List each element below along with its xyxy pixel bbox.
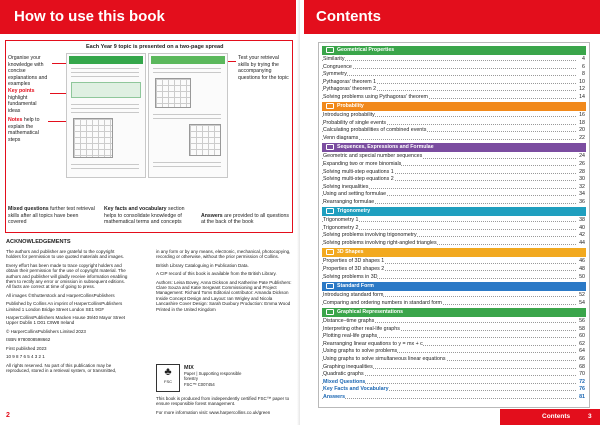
contents-entry-title: Using graphs to solve simultaneous linear equations (323, 355, 446, 362)
contents-entry (322, 232, 586, 240)
contents-entry-title: Trigonometry 1 (323, 217, 359, 224)
topic-badge-icon (326, 144, 334, 150)
acknowledgements-column-1 (6, 249, 130, 376)
contents-entry-page: 64 (579, 348, 585, 355)
contents-entry (322, 266, 586, 274)
contents-entry-page: 8 (582, 71, 585, 78)
sample-graph-grid (73, 118, 113, 158)
contents-entry-page: 28 (579, 168, 585, 175)
contents-section-header (322, 308, 586, 317)
fsc-mix-text (184, 366, 246, 387)
contents-entry (322, 64, 586, 72)
contents-entry-page: 42 (579, 232, 585, 239)
contents-entry (322, 240, 586, 248)
contents-entry (322, 217, 586, 225)
table-of-contents (318, 42, 590, 408)
ack-paragraph: 10 9 8 7 6 5 4 3 2 1 (6, 354, 45, 360)
sample-page-header (69, 56, 143, 64)
contents-entry-title: Introducing probability (323, 112, 375, 119)
contents-entry (322, 348, 586, 356)
contents-entry-title: Interpreting other real-life graphs (323, 325, 400, 332)
contents-entry (322, 333, 586, 341)
more-info-text: For more information visit: www.harpercollins.co.uk/green (156, 409, 271, 415)
contents-entry-title: Symmetry (323, 71, 347, 78)
contents-entry (322, 169, 586, 177)
contents-entry-title: Using graphs to solve problems (323, 348, 398, 355)
contents-entry-title: Pythagoras' theorem 2 (323, 86, 377, 93)
contents-entry (322, 274, 586, 282)
contents-entry (322, 161, 586, 169)
contents-section-title: Geometrical Properties (337, 47, 395, 53)
contents-entry-title: Solving multi-step equations 2 (323, 176, 394, 183)
contents-entry (322, 153, 586, 161)
contents-entry-page: 70 (579, 371, 585, 378)
ack-paragraph: British Library Cataloguing in Publication Data. (156, 262, 249, 268)
contents-entry-title: Solving problems involving right-angled triangles (323, 239, 437, 246)
contents-entry-title: Mixed Questions (323, 378, 366, 385)
sample-graph-grid (155, 78, 191, 108)
footer-mixed-questions-text: further test retrieval skills after all topics have been covered (8, 206, 95, 226)
contents-entry-title: Solving problems involving trigonometry (323, 232, 417, 239)
contents-entry-title: Solving problems using Pythagoras' theorem (323, 93, 428, 100)
contents-section-header (322, 282, 586, 291)
contents-entry-page: 68 (579, 363, 585, 370)
guide-title: Each Year 9 topic is presented on a two-page spread (86, 44, 224, 50)
callout-key-points (8, 88, 50, 114)
callout-test-retrieval: Test your retrieval skills by trying the accompanying questions for the topic (238, 55, 289, 81)
callout-notes-keyword: Notes (8, 117, 23, 123)
footer-mixed-questions (8, 206, 98, 226)
contents-section-title: Sequences, Expressions and Formulae (337, 144, 434, 151)
contents-entry-title: Solving inequalities (323, 183, 369, 190)
footer-key-facts-text: section helps to consolidate knowledge of mathematical terms and concepts (104, 206, 185, 226)
contents-entry-page: 40 (579, 224, 585, 231)
contents-banner: Contents (304, 0, 600, 34)
callout-organise: Organise your knowledge with concise explanations and examples (8, 55, 48, 88)
fsc-certification (156, 364, 246, 394)
contents-entry-title: Key Facts and Vocabulary (323, 386, 389, 393)
contents-entry-page: 44 (579, 239, 585, 246)
contents-entry (322, 135, 586, 143)
contents-entry-title: Quadratic graphs (323, 371, 364, 378)
topic-badge-icon (326, 103, 334, 109)
leader-dots (322, 398, 576, 399)
contents-entry-title: Using and setting formulae (323, 191, 387, 198)
contents-entry-title: Rearranging linear equations to y = mx + c (323, 340, 423, 347)
ack-paragraph: © HarperCollinsPublishers Limited 2023 (6, 328, 86, 334)
contents-entry-title: Properties of 3D shapes 1 (323, 258, 385, 265)
topic-badge-icon (326, 47, 334, 53)
contents-entry (322, 300, 586, 308)
contents-entry-title: Venn diagrams (323, 134, 359, 141)
footer-key-facts (104, 206, 194, 226)
contents-footer-tab (500, 409, 600, 425)
contents-entry (322, 127, 586, 135)
contents-entry-page: 24 (579, 153, 585, 160)
callout-arrow (228, 61, 236, 62)
ack-paragraph: A CIP record of this book is available from the British Library. (156, 271, 277, 277)
leader-dots (322, 229, 576, 230)
sample-key-point-box (71, 82, 141, 98)
contents-entry-page: 76 (579, 386, 585, 393)
ack-paragraph: in any form or by any means, electronic, mechanical, photocopying, recording or otherwise, without the prior permission of Collins. (156, 249, 291, 260)
contents-entry (322, 112, 586, 120)
contents-entry-page: 12 (579, 86, 585, 93)
contents-entry-page: 50 (579, 273, 585, 280)
contents-section-header (322, 143, 586, 152)
contents-entry-page: 72 (579, 378, 585, 385)
contents-entry-title: Comparing and ordering numbers in standard form (323, 299, 442, 306)
contents-section-title: 3D Shapes (337, 249, 364, 256)
contents-section-title: Graphical Representations (337, 309, 404, 316)
leader-dots (322, 139, 576, 140)
contents-section-title: Probability (337, 103, 364, 110)
topic-badge-icon (326, 208, 334, 214)
contents-entry-title: Expanding two or more binomials (323, 161, 402, 168)
contents-entry-title: Graphing inequalities (323, 363, 373, 370)
contents-entry-page: 6 (582, 63, 585, 70)
contents-section-title: Standard Form (337, 283, 374, 290)
footer-key-facts-bold: Key facts and vocabulary (104, 206, 167, 213)
how-to-use-banner: How to use this book (0, 0, 296, 34)
contents-entry-page: 32 (579, 183, 585, 190)
callout-key-points-text: highlight fundamental ideas (8, 94, 37, 114)
callout-notes (8, 117, 48, 143)
contents-entry (322, 318, 586, 326)
callout-arrow (52, 63, 66, 64)
contents-entry-page: 46 (579, 258, 585, 265)
acknowledgements-heading: ACKNOWLEDGEMENTS (6, 239, 71, 245)
contents-entry (322, 258, 586, 266)
ack-paragraph: HarperCollinsPublishers Macken House 39/40 Mayor Street Upper Dublin 1 D01 C9W8 Ireland (6, 315, 126, 326)
contents-entry (322, 79, 586, 87)
sample-page-header (151, 56, 225, 64)
callout-key-points-keyword: Key points (8, 88, 35, 94)
contents-entry-title: Solving multi-step equations 1 (323, 168, 394, 175)
contents-entry-title: Trigonometry 2 (323, 224, 359, 231)
sample-right-page-illustration (148, 53, 228, 178)
contents-entry-page: 48 (579, 266, 585, 273)
contents-section-title: Trigonometry (337, 208, 371, 215)
tree-icon: ♣ (164, 366, 172, 378)
contents-entry (322, 371, 586, 379)
contents-entry-page: 16 (579, 112, 585, 119)
contents-entry-title: Solving problems in 3D (323, 273, 378, 280)
contents-entry-page: 60 (579, 333, 585, 340)
contents-footer-label: Contents (542, 413, 571, 420)
contents-entry-page: 26 (579, 161, 585, 168)
topic-badge-icon (326, 309, 334, 315)
contents-entry-title: Plotting real-life graphs (323, 333, 378, 340)
page-number-right: 3 (588, 413, 592, 420)
contents-entry-page: 56 (579, 318, 585, 325)
leader-dots (322, 68, 576, 69)
contents-entry (322, 394, 586, 402)
fsc-logo-label: FSC (164, 379, 172, 384)
contents-entry-page: 10 (579, 78, 585, 85)
contents-entry-title: Distance–time graphs (323, 318, 375, 325)
contents-entry-title: Congruence (323, 63, 352, 70)
contents-entry-page: 30 (579, 176, 585, 183)
contents-entry-page: 62 (579, 340, 585, 347)
leader-dots (322, 75, 576, 76)
contents-entry (322, 364, 586, 372)
contents-entry-page: 52 (579, 292, 585, 299)
contents-entry-page: 54 (579, 299, 585, 306)
contents-entry-page: 4 (582, 56, 585, 62)
contents-entry-title: Calculating probabilities of combined events (323, 127, 427, 134)
contents-entry (322, 71, 586, 79)
contents-entry (322, 120, 586, 128)
footer-answers-text: are provided to all questions at the back of the book (201, 212, 289, 226)
topic-badge-icon (326, 283, 334, 289)
contents-entry (322, 225, 586, 233)
contents-entry (322, 341, 586, 349)
ack-paragraph: All rights reserved. No part of this publication may be reproduced, stored in a retrieval system, or transmitted, (6, 362, 117, 373)
contents-entry-page: 14 (579, 93, 585, 100)
topic-badge-icon (326, 249, 334, 255)
ack-paragraph: First published 2023 (6, 345, 47, 351)
contents-entry (322, 292, 586, 300)
contents-entry-title: Similarity (323, 56, 345, 62)
fsc-code-label: FSC™ C007454 (184, 381, 215, 387)
contents-section-header (322, 207, 586, 216)
contents-entry (322, 56, 586, 64)
contents-entry-title: Properties of 3D shapes 2 (323, 266, 385, 273)
contents-entry-page: 36 (579, 198, 585, 205)
contents-entry (322, 326, 586, 334)
contents-entry-title: Geometric and special number sequences (323, 153, 423, 160)
contents-entry-page: 66 (579, 355, 585, 362)
fsc-paper-label: Paper | Supporting responsible forestry (184, 371, 242, 382)
fsc-note (156, 396, 292, 418)
contents-entry (322, 386, 586, 394)
contents-entry-title: Introducing standard form (323, 292, 384, 299)
ack-paragraph: ISBN 9780008598662 (6, 337, 51, 343)
fsc-mix-label: MIX (184, 365, 194, 371)
ack-paragraph: Every effort has been made to trace copyright holders and obtain their permission for the use of copyright material. The authors and publisher will gladly receive information enabling them to rectify any error or omission in subsequent editions. All facts are correct at time of going to press. (6, 262, 128, 290)
contents-entry-title: Rearranging formulae (323, 198, 375, 205)
leader-dots (322, 60, 576, 61)
contents-section-header (322, 46, 586, 55)
contents-entry (322, 379, 586, 387)
contents-section-header (322, 248, 586, 257)
contents-entry-page: 22 (579, 134, 585, 141)
contents-entry (322, 356, 586, 364)
contents-entry-page: 20 (579, 127, 585, 134)
callout-notes-text: help to explain the mathematical steps (8, 117, 40, 143)
contents-entry-title: Probability of single events (323, 119, 387, 126)
callout-arrow (50, 93, 66, 94)
contents-entry (322, 184, 586, 192)
contents-entry-title: Answers (323, 393, 346, 400)
how-to-use-guide (5, 40, 293, 233)
contents-entry (322, 94, 586, 102)
contents-entry (322, 86, 586, 94)
contents-entry (322, 191, 586, 199)
fsc-logo (156, 364, 180, 392)
sample-left-page-illustration (66, 53, 146, 178)
page-number-left: 2 (6, 412, 10, 419)
contents-entry-page: 34 (579, 191, 585, 198)
acknowledgements-column-2 (156, 249, 292, 315)
footer-answers (201, 213, 291, 226)
leader-dots (322, 221, 576, 222)
contents-entry-page: 18 (579, 119, 585, 126)
contents-section-header (322, 102, 586, 111)
callout-arrow (48, 121, 66, 122)
contents-entry (322, 199, 586, 207)
ack-paragraph: Published by Collins An imprint of HarperCollinsPublishers Limited 1 London Bridge Street London SE1 9GF (6, 301, 123, 312)
fsc-note-text: This book is produced from independently certified FSC™ paper to ensure responsible forest management. (156, 396, 290, 407)
contents-entry-title: Pythagoras' theorem 1 (323, 78, 377, 85)
acknowledgements (6, 240, 294, 416)
contents-entry-page: 81 (579, 393, 585, 400)
footer-mixed-questions-bold: Mixed questions (8, 206, 49, 213)
contents-entry-page: 58 (579, 325, 585, 332)
ack-paragraph: The authors and publisher are grateful to the copyright holders for permission to use quoted materials and images. (6, 249, 125, 260)
contents-entry (322, 176, 586, 184)
contents-entry-page: 38 (579, 217, 585, 224)
ack-paragraph: Authors: Leisa Bovey, Anna Dickson and Katherine Pate Publishers: Clare Souza and Katie Sergeant Commissioning and Project Management: Richard Toms Editorial contributor: Amanda Dickson Inside Concept Design and Layout: Ian Wrigley and Nicola Lancashire Cover Design: Sarah Duxbury Production: Emma Wood Printed in the United Kingdom (156, 279, 292, 312)
ack-paragraph: All images ©Shutterstock and HarperCollinsPublishers (6, 292, 115, 298)
footer-answers-bold: Answers (201, 212, 223, 219)
sample-graph-grid (189, 124, 221, 156)
